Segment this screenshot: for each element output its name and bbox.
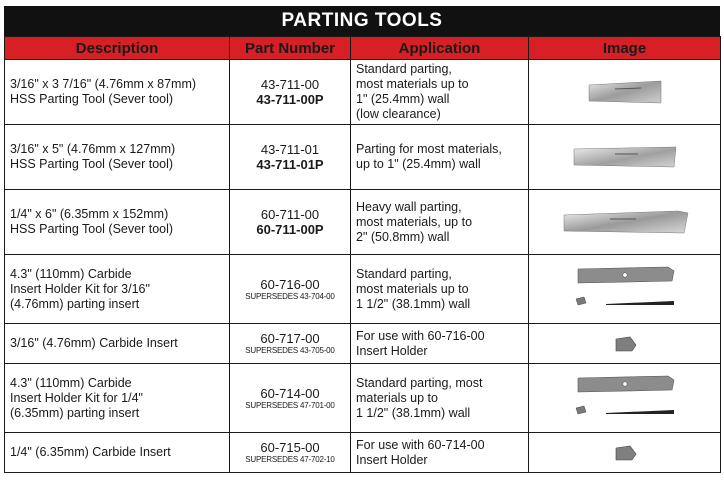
carbide-insert-image (610, 333, 640, 355)
parting-tools-table-container (4, 6, 720, 473)
part-number: 60-711-00 (260, 207, 320, 222)
application-line: most materials, up to (356, 214, 473, 229)
part-number-cell (230, 125, 351, 190)
description-line: 1/4" x 6" (6.35mm x 152mm) (10, 207, 169, 221)
application-line: (low clearance) (356, 107, 441, 121)
description-cell (5, 125, 230, 190)
description-line: 3/16" x 3 7/16" (4.76mm x 87mm) (10, 77, 197, 91)
application-cell (351, 433, 529, 473)
description-line: Insert Holder Kit for 1/4" (10, 390, 143, 405)
description-cell (5, 60, 230, 125)
supersedes-note: SUPERSEDES 47-701-00 (245, 400, 335, 410)
part-number: 60-716-00 (260, 276, 320, 292)
part-number: 43-711-00 (260, 77, 320, 92)
description-line: HSS Parting Tool (Sever tool) (10, 222, 174, 236)
header-image: Image (529, 37, 721, 60)
part-number: 60-715-00 (260, 440, 320, 455)
supersedes-note: SUPERSEDES 47-702-10 (245, 455, 335, 464)
description-line: 3/16" x 5" (4.76mm x 127mm) (10, 142, 176, 156)
application-cell (351, 324, 529, 364)
table-row (5, 190, 721, 255)
application-line: up to 1" (25.4mm) wall (356, 157, 481, 171)
image-cell (529, 190, 721, 255)
table-row (5, 60, 721, 125)
image-cell (529, 255, 721, 324)
table-row (5, 255, 721, 324)
hss-blade-short-image (585, 77, 665, 107)
image-cell (529, 364, 721, 433)
application-line: For use with 60-714-00 (356, 437, 485, 452)
application-line: most materials up to (356, 77, 469, 91)
carbide-holder-kit-image (570, 263, 680, 315)
application-line: materials up to (356, 390, 438, 405)
application-line: most materials up to (356, 281, 469, 296)
part-number: 43-711-01 (260, 142, 320, 157)
application-cell (351, 364, 529, 433)
hss-blade-long-image (560, 207, 690, 237)
table-row (5, 324, 721, 364)
description-line: 4.3" (110mm) Carbide (10, 375, 132, 390)
description-cell (5, 433, 230, 473)
part-number: 60-717-00 (260, 331, 320, 346)
part-number-cell (230, 324, 351, 364)
table-row (5, 433, 721, 473)
application-line: Standard parting, most (356, 375, 483, 390)
description-line: (4.76mm) parting insert (10, 296, 140, 311)
application-line: Insert Holder (356, 452, 428, 467)
table-title: PARTING TOOLS (4, 6, 720, 36)
carbide-insert-image (610, 442, 640, 464)
image-cell (529, 433, 721, 473)
description-cell (5, 364, 230, 433)
description-line: 4.3" (110mm) Carbide (10, 266, 132, 281)
application-line: Parting for most materials, (356, 142, 502, 156)
hss-blade-medium-image (570, 143, 680, 171)
description-line: 3/16" (4.76mm) Carbide Insert (10, 336, 178, 350)
application-line: 2" (50.8mm) wall (356, 229, 450, 244)
description-line: 1/4" (6.35mm) Carbide Insert (10, 445, 171, 459)
header-application: Application (351, 37, 529, 60)
part-number-cell (230, 190, 351, 255)
image-cell (529, 125, 721, 190)
application-line: Standard parting, (356, 266, 452, 281)
part-number-bold: 60-711-00P (256, 222, 324, 237)
supersedes-note: SUPERSEDES 43-705-00 (245, 346, 335, 355)
part-number-cell (230, 364, 351, 433)
application-line: Standard parting, (356, 62, 452, 76)
part-number-cell (230, 255, 351, 324)
part-number-cell (230, 60, 351, 125)
application-line: Insert Holder (356, 343, 428, 358)
table-row (5, 125, 721, 190)
application-line: 1 1/2" (38.1mm) wall (356, 296, 471, 311)
description-line: HSS Parting Tool (Sever tool) (10, 92, 174, 106)
description-line: HSS Parting Tool (Sever tool) (10, 157, 174, 171)
description-cell (5, 324, 230, 364)
image-cell (529, 60, 721, 125)
application-cell (351, 125, 529, 190)
part-number-bold: 43-711-01P (256, 157, 324, 172)
application-line: 1" (25.4mm) wall (356, 92, 450, 106)
supersedes-note: SUPERSEDES 43-704-00 (245, 291, 335, 301)
application-cell (351, 255, 529, 324)
application-line: 1 1/2" (38.1mm) wall (356, 405, 471, 420)
parting-tools-table (4, 36, 721, 473)
application-line: For use with 60-716-00 (356, 328, 485, 343)
description-line: Insert Holder Kit for 3/16" (10, 281, 150, 296)
header-row (5, 37, 721, 60)
image-cell (529, 324, 721, 364)
part-number-bold: 43-711-00P (256, 92, 324, 107)
description-line: (6.35mm) parting insert (10, 405, 140, 420)
header-part-number: Part Number (230, 37, 351, 60)
header-description: Description (5, 37, 230, 60)
part-number-cell (230, 433, 351, 473)
part-number: 60-714-00 (260, 385, 320, 401)
description-cell (5, 190, 230, 255)
description-cell (5, 255, 230, 324)
table-row (5, 364, 721, 433)
application-cell (351, 60, 529, 125)
carbide-holder-kit-image (570, 372, 680, 424)
application-line: Heavy wall parting, (356, 199, 462, 214)
application-cell (351, 190, 529, 255)
